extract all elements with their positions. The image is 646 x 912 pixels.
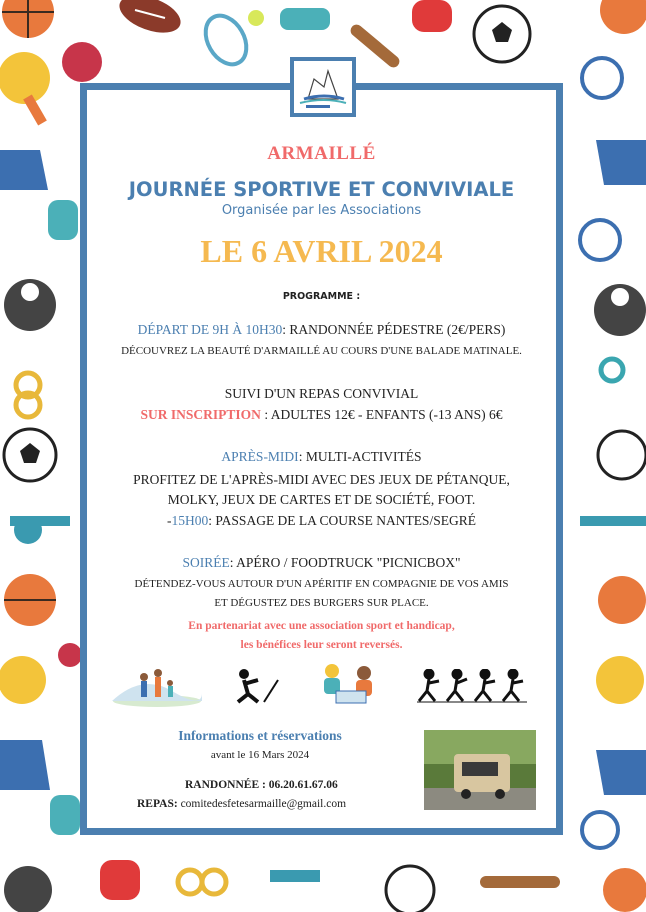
- skate-icon: [596, 750, 646, 795]
- randonnee-contact: [185, 779, 338, 791]
- ping-pong-paddle-icon: [0, 656, 46, 704]
- repas-contact: [137, 798, 346, 810]
- baseball-bat-icon: [480, 876, 560, 888]
- armaille-logo: [290, 57, 356, 117]
- soiree-highlight: SOIRÉE: [182, 555, 230, 570]
- soiree-detail-2: ET DÉGUSTEZ DES BURGERS SUR PLACE.: [214, 597, 429, 609]
- randonnee-label: RANDONNÉE :: [185, 779, 266, 791]
- soiree-detail-1: DÉTENDEZ-VOUS AUTOUR D'UN APÉRITIF EN COMPAGNIE DE VOS AMIS: [134, 578, 509, 590]
- family-hiking-illustration: [112, 663, 202, 707]
- course-time: 15H00: [171, 513, 209, 528]
- swim-goggles-icon: [16, 373, 40, 417]
- town-name: ARMAILLÉ: [267, 143, 376, 164]
- skate-icon: [596, 140, 646, 185]
- skate-icon: [0, 740, 50, 790]
- depart-detail: DÉCOUVREZ LA BEAUTÉ D'ARMAILLÉ AU COURS D'UNE BALADE MATINALE.: [121, 345, 522, 357]
- stopwatch-icon: [582, 58, 622, 98]
- event-subtitle: Organisée par les Associations: [221, 203, 422, 218]
- programme-heading: PROGRAMME :: [282, 291, 361, 302]
- apresmidi-detail-2: MOLKY, JEUX DE CARTES ET DE SOCIÉTÉ, FOOT.: [167, 492, 476, 507]
- event-title: JOURNÉE SPORTIVE ET CONVIVIALE: [128, 178, 515, 201]
- boxing-glove-icon: [100, 860, 140, 900]
- ping-pong-paddle-icon: [596, 656, 644, 704]
- soccer-ball-icon: [474, 6, 530, 62]
- kettlebell-icon: [4, 866, 52, 912]
- partner-line-1: En partenariat avec une association sport et handicap,: [188, 620, 455, 632]
- repas-email[interactable]: comitedesfetesarmaille@gmail.com: [180, 798, 347, 810]
- course-line: [80, 513, 563, 529]
- depart-text: : RANDONNÉE PÉDESTRE (2€/PERS): [282, 322, 506, 337]
- repas-text: : ADULTES 12€ - ENFANTS (-13 ANS) 6€: [260, 407, 503, 422]
- info-deadline: avant le 16 Mars 2024: [210, 749, 310, 761]
- course-prefix: -: [167, 513, 172, 528]
- soccer-ball-icon: [4, 429, 56, 481]
- randonnee-phone[interactable]: 06.20.61.67.06: [268, 779, 338, 791]
- boxing-glove-icon: [412, 0, 452, 32]
- apresmidi-text: : MULTI-ACTIVITÉS: [298, 449, 422, 464]
- depart-line: [80, 322, 563, 338]
- dumbbell-icon: [580, 516, 646, 526]
- board-games-illustration: [318, 661, 380, 707]
- bowling-ball-icon: [58, 643, 82, 667]
- petanque-player-illustration: [228, 668, 280, 704]
- stopwatch-icon: [580, 220, 620, 260]
- soiree-text: : APÉRO / FOODTRUCK "PICNICBOX": [229, 555, 461, 570]
- runners-illustration: [417, 669, 527, 703]
- soiree-line: [80, 555, 563, 571]
- tennis-racket-icon: [197, 8, 264, 71]
- whistle-icon: [280, 8, 330, 30]
- info-title: Informations et réservations: [178, 728, 342, 743]
- basketball-icon: [4, 574, 56, 626]
- event-date: LE 6 AVRIL 2024: [200, 233, 443, 269]
- ping-pong-paddle-icon: [0, 52, 50, 125]
- bowling-pin-icon: [62, 42, 102, 82]
- baseball-bat-icon: [348, 22, 402, 70]
- kettlebell-icon: [594, 284, 646, 336]
- apresmidi-line: [80, 449, 563, 465]
- apresmidi-highlight: APRÈS-MIDI: [221, 449, 299, 464]
- kettlebell-icon: [4, 279, 56, 331]
- partner-line-2: les bénéfices leur seront reversés.: [240, 639, 403, 651]
- repas-inscription-line: [80, 407, 563, 423]
- basketball-icon: [603, 868, 646, 912]
- soccer-ball-icon: [386, 866, 434, 912]
- basketball-icon: [2, 0, 54, 38]
- repas-line: SUIVI D'UN REPAS CONVIVIAL: [224, 386, 419, 401]
- whistle-icon: [50, 795, 80, 835]
- swim-goggles-icon: [178, 870, 226, 894]
- dumbbell-icon: [270, 870, 320, 882]
- foodtruck-photo: [424, 730, 536, 810]
- depart-highlight: DÉPART DE 9H À 10H30: [137, 322, 283, 337]
- repas-label: REPAS:: [137, 798, 178, 810]
- course-text: : PASSAGE DE LA COURSE NANTES/SEGRÉ: [208, 513, 476, 528]
- basketball-icon: [598, 576, 646, 624]
- dumbbell-icon: [10, 516, 70, 544]
- swim-goggles-icon: [601, 359, 623, 381]
- stopwatch-icon: [582, 812, 618, 848]
- repas-highlight: SUR INSCRIPTION: [140, 407, 261, 422]
- basketball-icon: [600, 0, 646, 34]
- soccer-ball-icon: [598, 431, 646, 479]
- poster-frame: [80, 83, 563, 835]
- whistle-icon: [48, 200, 78, 240]
- football-icon: [114, 0, 185, 40]
- apresmidi-detail-1: PROFITEZ DE L'APRÈS-MIDI AVEC DES JEUX DE PÉTANQUE,: [133, 472, 510, 487]
- skate-icon: [0, 150, 48, 190]
